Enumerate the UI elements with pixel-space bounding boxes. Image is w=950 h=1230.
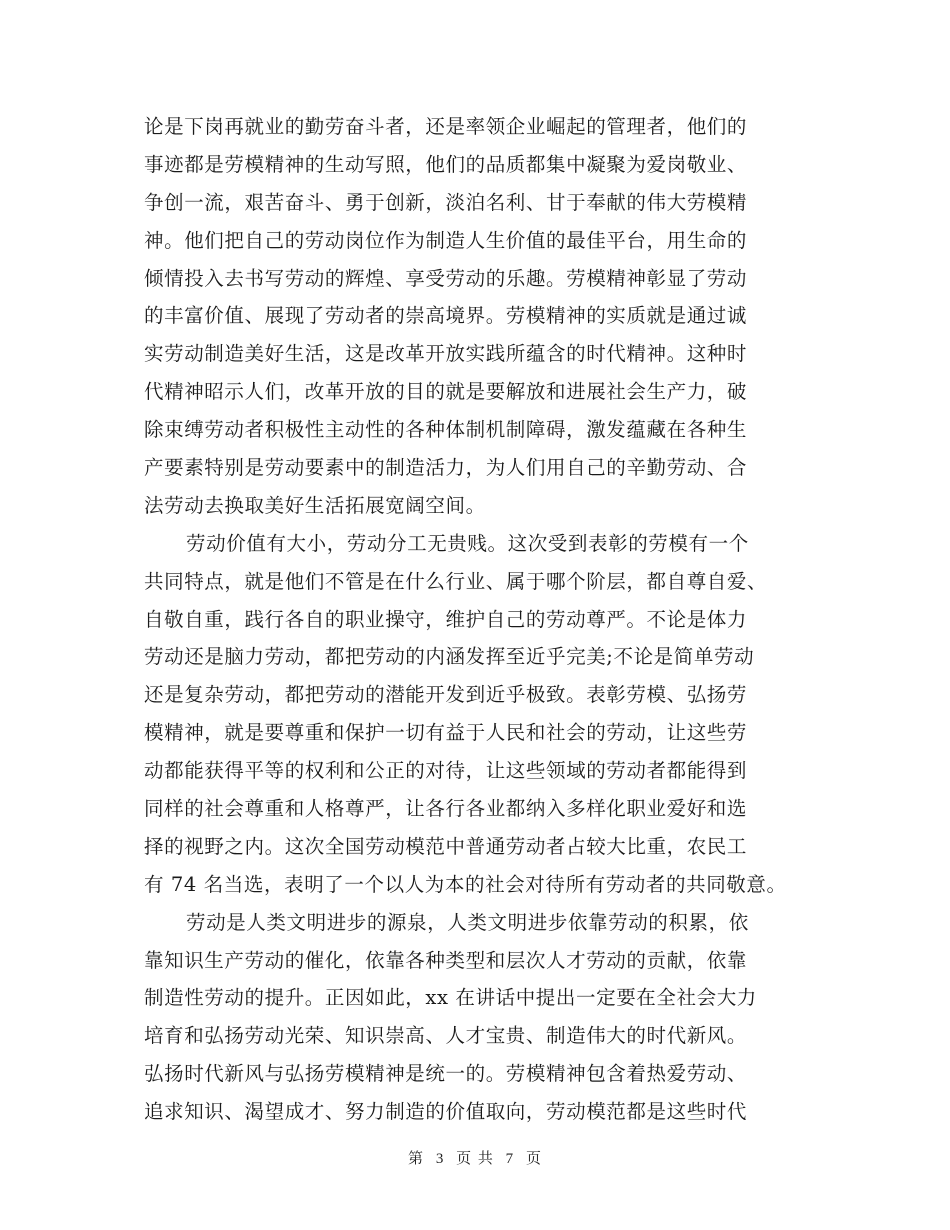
document-body: [144, 108, 814, 1131]
text-line: 的丰富价值、展现了劳动者的崇高境界。劳模精神的实质就是通过诚: [144, 304, 748, 328]
text-line: 论是下岗再就业的勤劳奋斗者，还是率领企业崛起的管理者，他们的: [144, 115, 748, 138]
text-line: 同样的社会尊重和人格尊严，让各行各业都纳入多样化职业爱好和选: [144, 797, 748, 821]
footer-prefix: 第: [408, 1149, 425, 1167]
text-line: 争创一流，艰苦奋斗、勇于创新，淡泊名利、甘于奉献的伟大劳模精: [144, 190, 748, 214]
footer-suffix: 页: [525, 1149, 542, 1167]
text-line: 择的视野之内。这次全国劳动模范中普通劳动者占较大比重，农民工: [144, 834, 748, 858]
text-line: 法劳动去换取美好生活拓展宽阔空间。: [144, 493, 486, 517]
footer-middle: 页 共: [456, 1149, 494, 1167]
text-line: 动都能获得平等的权利和公正的对待，让这些领域的劳动者都能得到: [144, 759, 748, 783]
text-line: 产要素特别是劳动要素中的制造活力，为人们用自己的辛勤劳动、合: [144, 456, 748, 480]
text-line: 代精神昭示人们，改革开放的目的就是要解放和进展社会生产力，破: [144, 380, 748, 404]
text-line: 神。他们把自己的劳动岗位作为制造人生价值的最佳平台，用生命的: [144, 228, 748, 252]
text-line: 弘扬时代新风与弘扬劳模精神是统一的。劳模精神包含着热爱劳动、: [144, 1062, 748, 1086]
paragraph: [144, 904, 814, 1131]
text-line: 有 74 名当选，表明了一个以人为本的社会对待所有劳动者的共同敬意。: [144, 872, 787, 896]
text-line: 培育和弘扬劳动光荣、知识崇高、人才宝贵、制造伟大的时代新风。: [144, 1024, 748, 1048]
text-line: 除束缚劳动者积极性主动性的各种体制机制障碍，激发蕴藏在各种生: [144, 418, 748, 442]
current-page-number: 3: [435, 1151, 445, 1167]
paragraph: [144, 108, 814, 525]
text-line: 模精神，就是要尊重和保护一切有益于人民和社会的劳动，让这些劳: [144, 721, 748, 745]
paragraph: [144, 525, 814, 904]
text-line: 共同特点，就是他们不管是在什么行业、属于哪个阶层，都自尊自爱、: [144, 569, 768, 593]
text-line: 靠知识生产劳动的催化，依靠各种类型和层次人才劳动的贡献，依靠: [144, 948, 748, 972]
text-line: 还是复杂劳动，都把劳动的潜能开发到近乎极致。表彰劳模、弘扬劳: [144, 683, 748, 707]
text-line: 劳动是人类文明进步的源泉，人类文明进步依靠劳动的积累，依: [186, 910, 749, 934]
text-line: 劳动价值有大小，劳动分工无贵贱。这次受到表彰的劳模有一个: [186, 531, 749, 555]
text-line: 制造性劳动的提升。正因如此，xx 在讲话中提出一定要在全社会大力: [144, 986, 757, 1010]
text-line: 实劳动制造美好生活，这是改革开放实践所蕴含的时代精神。这种时: [144, 342, 748, 366]
text-line: 劳动还是脑力劳动，都把劳动的内涵发挥至近乎完美;不论是简单劳动: [144, 645, 755, 669]
text-line: 自敬自重，践行各自的职业操守，维护自己的劳动尊严。不论是体力: [144, 607, 748, 631]
text-line: 倾情投入去书写劳动的辉煌、享受劳动的乐趣。劳模精神彰显了劳动: [144, 266, 748, 290]
text-line: 追求知识、渴望成才、努力制造的价值取向，劳动模范都是这些时代: [144, 1100, 748, 1124]
page-footer: [0, 1147, 950, 1168]
text-line: 事迹都是劳模精神的生动写照，他们的品质都集中凝聚为爱岗敬业、: [144, 152, 748, 176]
total-pages-number: 7: [505, 1151, 515, 1167]
